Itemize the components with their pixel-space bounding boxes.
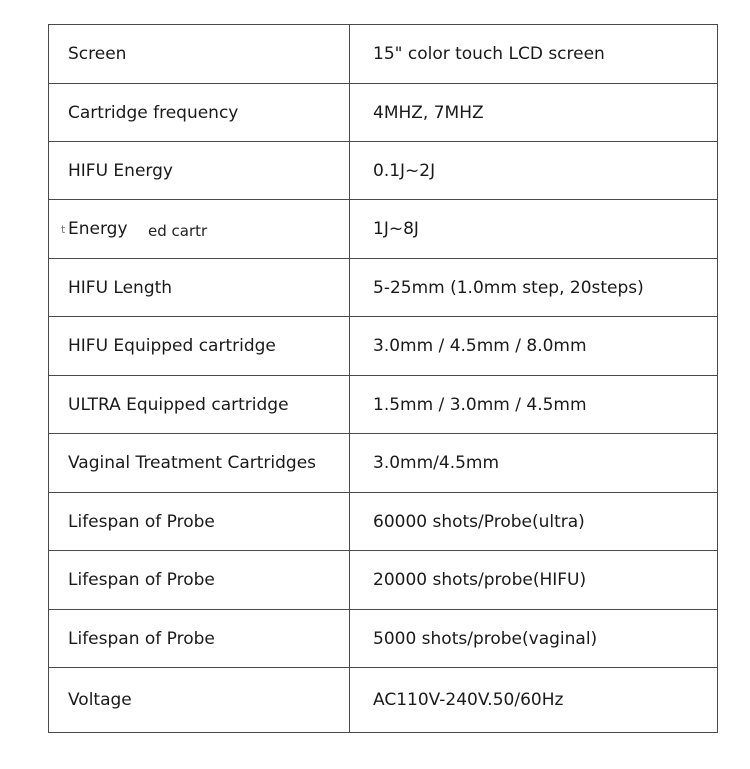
row-label: Voltage xyxy=(49,668,350,733)
row-value: 20000 shots/probe(HIFU) xyxy=(350,551,718,610)
row-value: 1J~8J xyxy=(350,200,718,259)
row-value: 15" color touch LCD screen xyxy=(350,25,718,84)
table-row xyxy=(49,142,718,200)
table-row xyxy=(49,84,718,142)
row-label: Lifespan of Probe xyxy=(49,493,350,551)
table-row xyxy=(49,259,718,317)
table-row xyxy=(49,317,718,376)
row-value: 0.1J~2J xyxy=(350,142,718,200)
row-value: 5000 shots/probe(vaginal) xyxy=(350,610,718,668)
row-label: HIFU Length xyxy=(49,259,350,317)
row-label: HIFU Energy xyxy=(49,142,350,200)
row-value: AC110V-240V.50/60Hz xyxy=(350,668,718,733)
table-row xyxy=(49,376,718,434)
table-row xyxy=(49,610,718,668)
row-value: 4MHZ, 7MHZ xyxy=(350,84,718,142)
row-label: Lifespan of Probe xyxy=(49,551,350,610)
row-value: 3.0mm / 4.5mm / 8.0mm xyxy=(350,317,718,376)
table-row xyxy=(49,493,718,551)
spec-table xyxy=(48,24,718,733)
row-label: Cartridge frequency xyxy=(49,84,350,142)
row-label: Screen xyxy=(49,25,350,84)
row-label: HIFU Equipped cartridge xyxy=(49,317,350,376)
row-label: ULTRA Equipped cartridge xyxy=(49,376,350,434)
row-label: Energy xyxy=(68,219,128,239)
row-value: 60000 shots/Probe(ultra) xyxy=(350,493,718,551)
table-row xyxy=(49,434,718,493)
table-row xyxy=(49,551,718,610)
row-value: 3.0mm/4.5mm xyxy=(350,434,718,493)
row-label-wrap xyxy=(61,219,208,240)
row-value: 1.5mm / 3.0mm / 4.5mm xyxy=(350,376,718,434)
row-label: Lifespan of Probe xyxy=(49,610,350,668)
table-row xyxy=(49,200,718,259)
table-row xyxy=(49,25,718,84)
table-row xyxy=(49,668,718,733)
row-label-cell xyxy=(49,200,350,259)
row-label: Vaginal Treatment Cartridges xyxy=(49,434,350,493)
overlap-text: ed cartr xyxy=(148,222,208,240)
row-value: 5-25mm (1.0mm step, 20steps) xyxy=(350,259,718,317)
overlap-mark: t xyxy=(61,223,66,236)
